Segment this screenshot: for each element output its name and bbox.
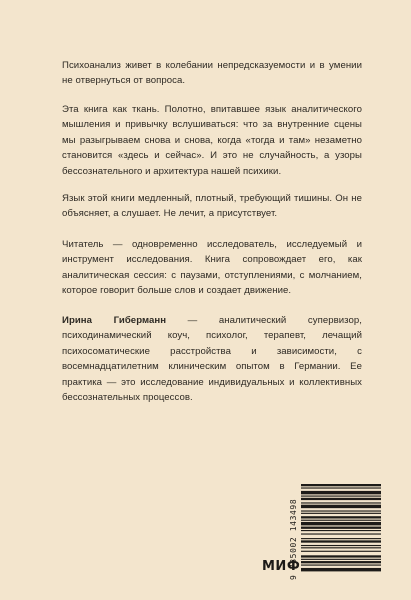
barcode-bar: [301, 522, 381, 525]
barcode-bar: [301, 561, 381, 563]
author-bio-text: — аналитический супервизор, психодинамический коуч, психолог, терапевт, лечащий психосоматические расстройства и зависимости, с восемнадцатилетним клиническим опытом в Германии. Ее практика — это исследование индивидуальных и коллективных бессознательных процессов.: [62, 315, 362, 404]
paragraph-intro: Психоанализ живет в колебании непредсказуемости и в умении не отвернуться от вопроса.: [62, 60, 362, 87]
barcode-bar: [301, 551, 381, 552]
barcode-bar: [301, 498, 381, 500]
barcode-bar: [301, 516, 381, 518]
barcode-bar: [301, 487, 381, 488]
barcode-bar: [301, 505, 381, 508]
paragraph-fabric: Эта книга как ткань. Полотно, впитавшее язык аналитического мышления и привычку вслушиваться: что за внутренние сцены мы разыгрываем снова и снова, когда «тогда и там» незаметно становится «здесь и сейчас». И это не случайность, а узоры бессознательного и архитектура нашей психики.: [62, 104, 362, 177]
barcode-bar: [301, 547, 381, 548]
barcode-bar: [301, 502, 381, 503]
barcode-bar: [301, 496, 381, 497]
isbn-barcode: [289, 480, 397, 580]
barcode-bar: [301, 491, 381, 494]
barcode-bar: [301, 540, 381, 542]
paragraph-language: Язык этой книги медленный, плотный, требующий тишины. Он не объясняет, а слушает. Не лечит, а присутствует.: [62, 193, 362, 220]
barcode-bars: [289, 480, 397, 580]
publisher-logo: МИФ: [262, 559, 301, 574]
barcode-digits: 9 785002 143498: [289, 498, 298, 580]
barcode-bar: [301, 513, 381, 514]
barcode-bar: [301, 484, 381, 486]
barcode-bar: [301, 568, 381, 571]
barcode-bar: [301, 520, 381, 521]
author-bio: [62, 313, 362, 405]
barcode-bar: [301, 533, 381, 534]
barcode-bar: [301, 559, 381, 560]
barcode-bar: [301, 527, 381, 529]
barcode-bar: [301, 555, 381, 557]
author-name: Ирина Гиберманн: [62, 315, 167, 326]
barcode-bar: [301, 565, 381, 566]
barcode-bar: [301, 530, 381, 531]
barcode-bar: [301, 538, 381, 539]
paragraph-reader: Читатель — одновременно исследователь, исследуемый и инструмент исследования. Книга сопровождает его, как аналитическая сессия: с паузами, отступлениями, с молчанием, которое говорит больше слов и создает движение.: [62, 239, 362, 297]
barcode-bar: [301, 510, 381, 511]
barcode-bar: [301, 545, 381, 546]
